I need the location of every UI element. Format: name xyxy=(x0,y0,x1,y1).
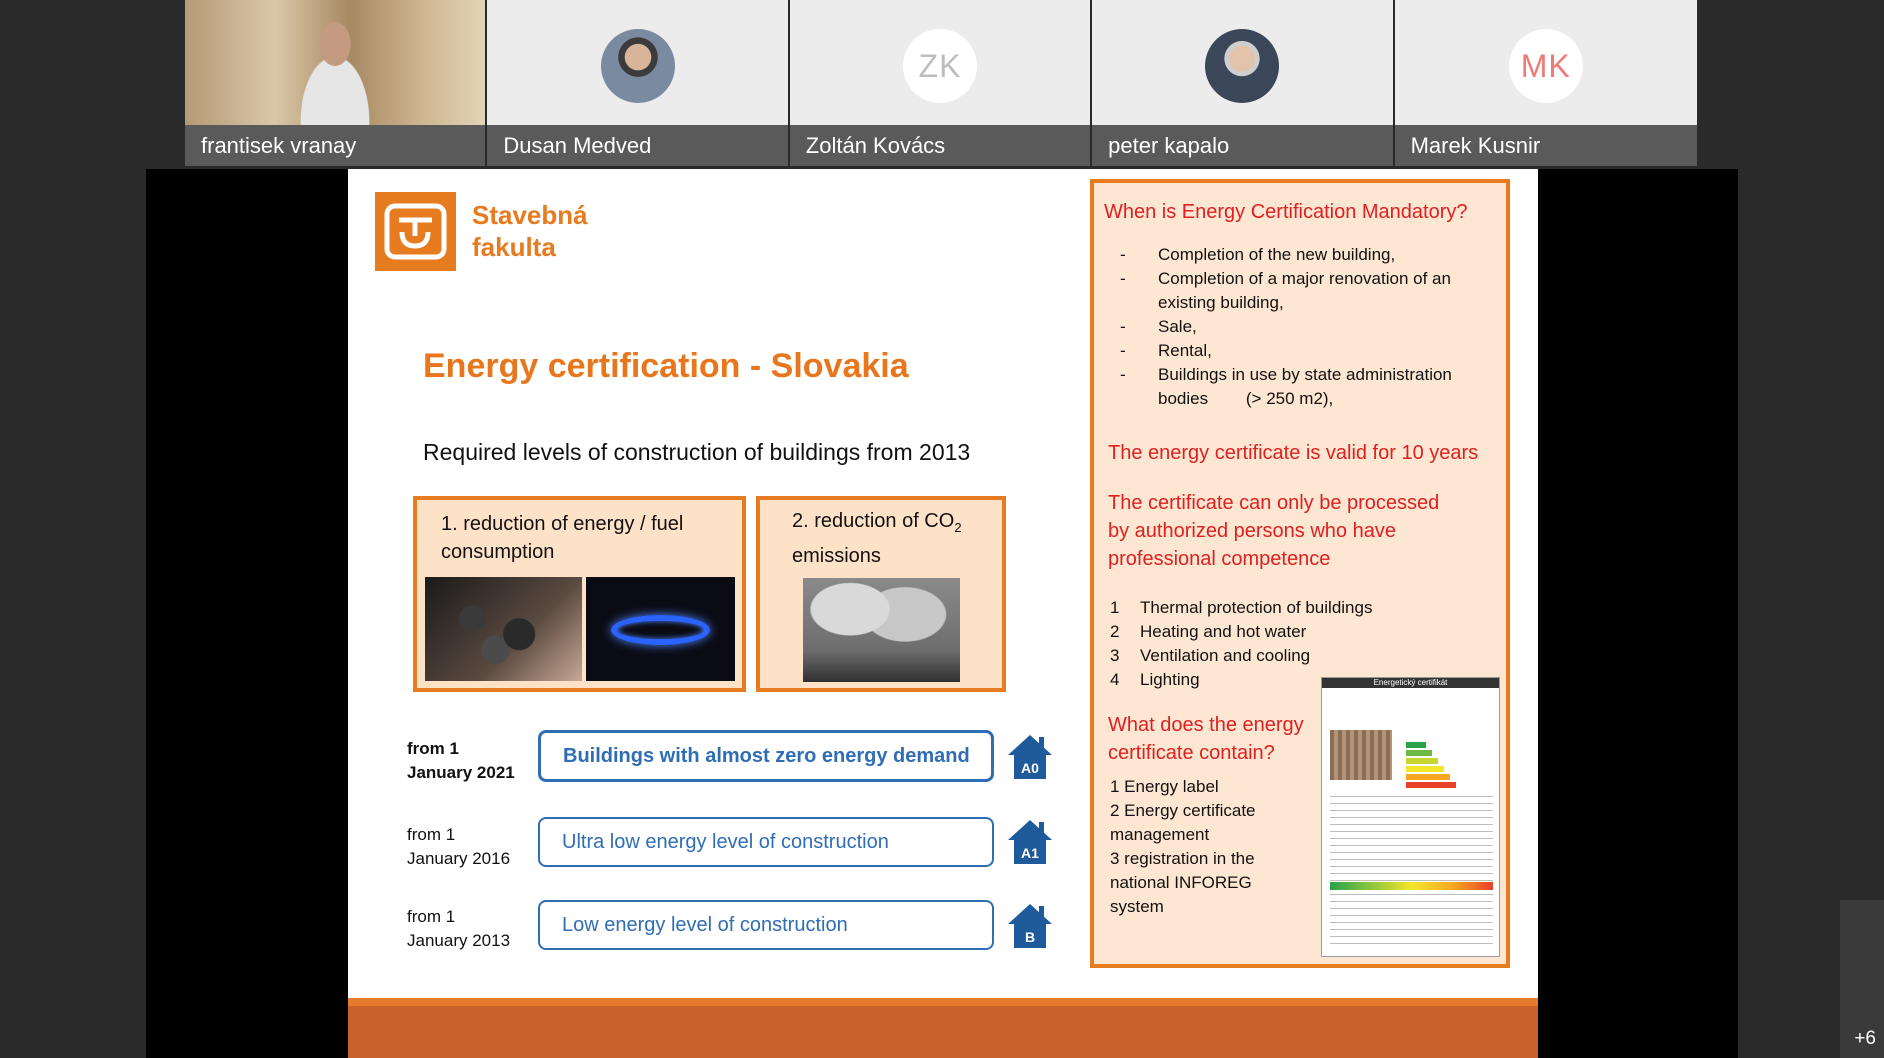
mandatory-panel xyxy=(1090,179,1510,968)
faculty-name: Stavebná fakulta xyxy=(472,200,588,262)
svg-text:A1: A1 xyxy=(1021,845,1039,861)
house-a1-icon xyxy=(1006,816,1054,866)
list-item: 2 Energy certificate management xyxy=(1110,801,1256,844)
validity-note: The energy certificate is valid for 10 years xyxy=(1108,442,1479,464)
participant-name: frantisek vranay xyxy=(185,125,485,166)
level-ultra-low: Ultra low energy level of construction xyxy=(538,817,994,867)
coal-image xyxy=(425,577,582,681)
list-item: 3 registration in the national INFOREG system xyxy=(1110,849,1255,916)
university-logo xyxy=(375,192,456,271)
svg-text:B: B xyxy=(1024,929,1036,945)
building-photo xyxy=(1330,730,1392,780)
avatar: MK xyxy=(1509,29,1583,103)
list-item: 2 Heating and hot water xyxy=(1110,622,1307,641)
mandatory-list xyxy=(1120,243,1490,411)
slide-title: Energy certification - Slovakia xyxy=(423,347,909,385)
presentation-slide xyxy=(348,169,1538,1058)
gas-flame-image xyxy=(586,577,735,681)
participant-tile-zoltan-kovacs[interactable] xyxy=(790,0,1092,166)
slide-footer-bar xyxy=(348,998,1538,1058)
list-item: - Buildings in use by state administration bodies (> 250 m2), xyxy=(1120,363,1490,411)
participant-name: Marek Kusnir xyxy=(1395,125,1697,166)
avatar xyxy=(601,29,675,103)
level-date: from 1 January 2013 xyxy=(407,907,511,950)
svg-text:A0: A0 xyxy=(1021,760,1039,776)
contents-heading: What does the energy certificate contain? xyxy=(1108,714,1304,764)
list-item: - Completion of a major renovation of an existing building, xyxy=(1120,267,1490,315)
power-plant-image xyxy=(803,578,960,682)
slide-subtitle: Required levels of construction of buildings from 2013 xyxy=(423,439,971,465)
certificate-contents xyxy=(1110,775,1280,919)
level-low-energy: Low energy level of construction xyxy=(538,900,994,950)
speaker-figure xyxy=(275,8,395,128)
list-item: 3 Ventilation and cooling xyxy=(1110,646,1311,665)
authorized-note: The certificate can only be processed by authorized persons who have professional competence xyxy=(1108,492,1440,570)
participant-name: Dusan Medved xyxy=(487,125,787,166)
co2-reduction-box: 2. reduction of $CO_2$ emissions xyxy=(756,496,1006,692)
participant-name: peter kapalo xyxy=(1092,125,1392,166)
avatar xyxy=(1205,29,1279,103)
participant-tile-peter-kapalo[interactable] xyxy=(1092,0,1394,166)
participant-tile-frantisek-vranay[interactable] xyxy=(185,0,487,166)
certificate-thumbnail xyxy=(1321,677,1500,957)
participant-name: Zoltán Kovács xyxy=(790,125,1090,166)
house-a0-icon xyxy=(1006,731,1054,781)
list-item: 4 Lighting xyxy=(1110,670,1200,689)
level-nzeb: Buildings with almost zero energy demand xyxy=(538,730,994,782)
participant-video xyxy=(185,0,485,125)
energy-reduction-box: 1. reduction of energy / fuel consumption xyxy=(413,496,746,692)
list-item: 1 Energy label xyxy=(1110,777,1219,796)
certificate-title: Energetický certifikát xyxy=(1322,678,1499,688)
panel-heading: When is Energy Certification Mandatory? xyxy=(1104,201,1468,223)
participant-tile-marek-kusnir[interactable] xyxy=(1395,0,1697,166)
list-item: - Completion of the new building, xyxy=(1120,243,1490,267)
house-b-icon xyxy=(1006,900,1054,950)
participant-tile-dusan-medved[interactable] xyxy=(487,0,789,166)
more-participants-count[interactable]: +6 xyxy=(1854,1028,1876,1049)
participant-strip xyxy=(185,0,1697,166)
shared-screen[interactable] xyxy=(146,169,1738,1058)
list-item: - Sale, xyxy=(1120,315,1490,339)
level-date: from 1 January 2016 xyxy=(407,825,511,868)
level-date: from 1 January 2021 xyxy=(407,739,515,782)
list-item: - Rental, xyxy=(1120,339,1490,363)
avatar: ZK xyxy=(903,29,977,103)
energy-scale xyxy=(1330,882,1493,890)
list-item: 1 Thermal protection of buildings xyxy=(1110,598,1373,617)
energy-class-bars xyxy=(1406,742,1456,790)
